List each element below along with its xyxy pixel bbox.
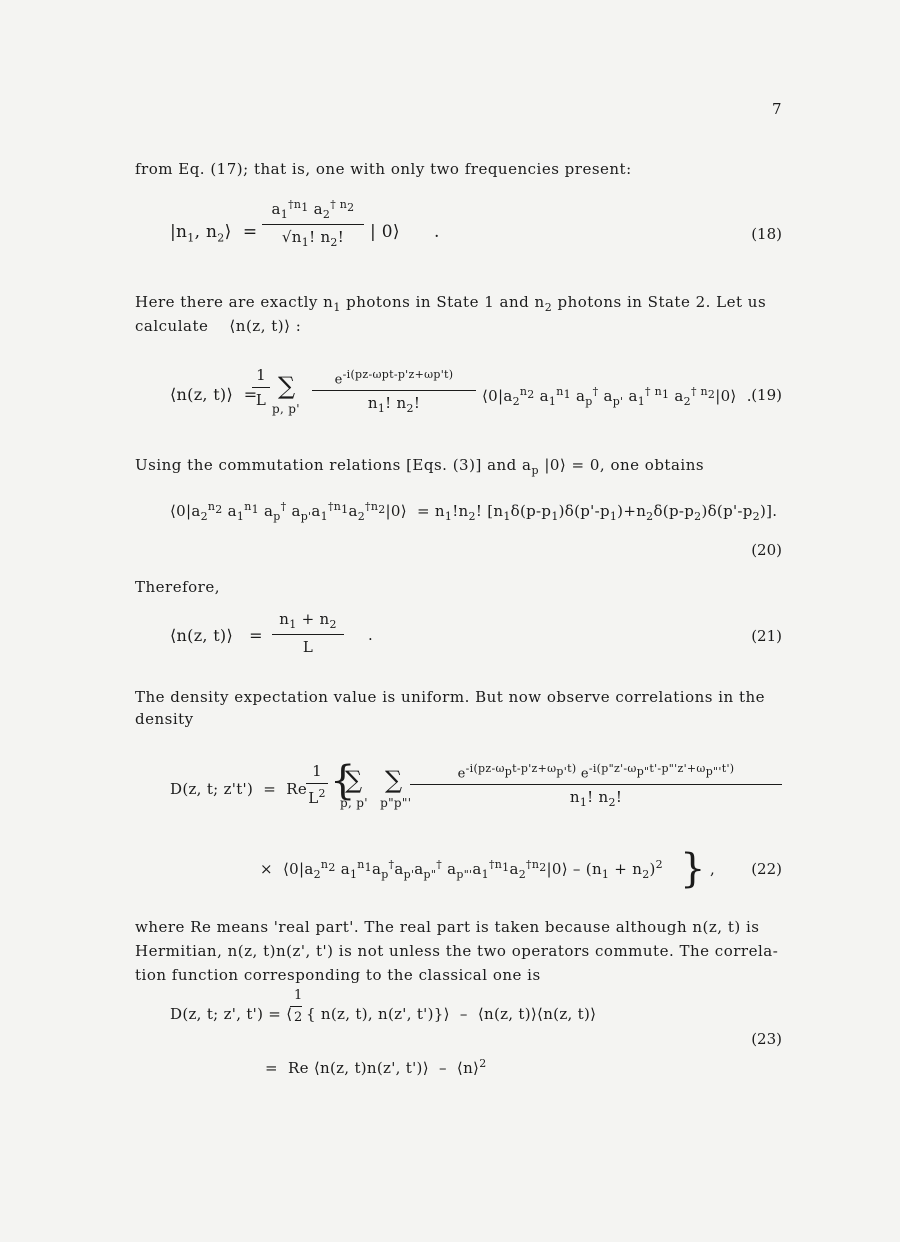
calculate-line: calculate ⟨n(z, t)⟩ :	[135, 317, 302, 335]
eq-number-18: (18)	[751, 225, 782, 243]
eq-number-22: (22)	[751, 860, 782, 878]
calculate-text: calculate	[135, 317, 209, 335]
density-line-2: density	[135, 710, 194, 728]
using-text: Using the commutation relations [Eqs. (3)] and a	[135, 456, 532, 474]
paragraph-here: Here there are exactly $n_1$ photons in State 1 and $n_2$ photons in State 2. Let us	[135, 293, 767, 314]
intro-text: from Eq. (17); that is, one with only two frequencies present:	[135, 160, 632, 178]
density-line-1: The density expectation value is uniform. But now observe correlations in the	[135, 688, 766, 706]
eq-number-23: (23)	[751, 1030, 782, 1048]
using-line: Using the commutation relations [Eqs. (3)] and $a_p$ |0⟩ = 0, one obtains	[135, 456, 705, 477]
using-tail: = 0, one obtains	[571, 456, 705, 474]
therefore-text: Therefore,	[135, 578, 220, 596]
eq-number-19: (19)	[751, 386, 782, 404]
here-text-b: photons in State 1 and n	[346, 293, 545, 311]
where-line-3: tion function corresponding to the classical one is	[135, 966, 541, 984]
eq-number-20: (20)	[751, 541, 782, 559]
here-text-a: Here there are exactly n	[135, 293, 334, 311]
eq-number-21: (21)	[751, 627, 782, 645]
where-line-1: where Re means 'real part'. The real part is taken because although n(z, t) is	[135, 918, 760, 936]
where-line-2: Hermitian, n(z, t)n(z', t') is not unless the two operators commute. The correla-	[135, 942, 779, 960]
here-text-c: photons in State 2. Let us	[557, 293, 767, 311]
page-number: 7	[772, 100, 783, 118]
